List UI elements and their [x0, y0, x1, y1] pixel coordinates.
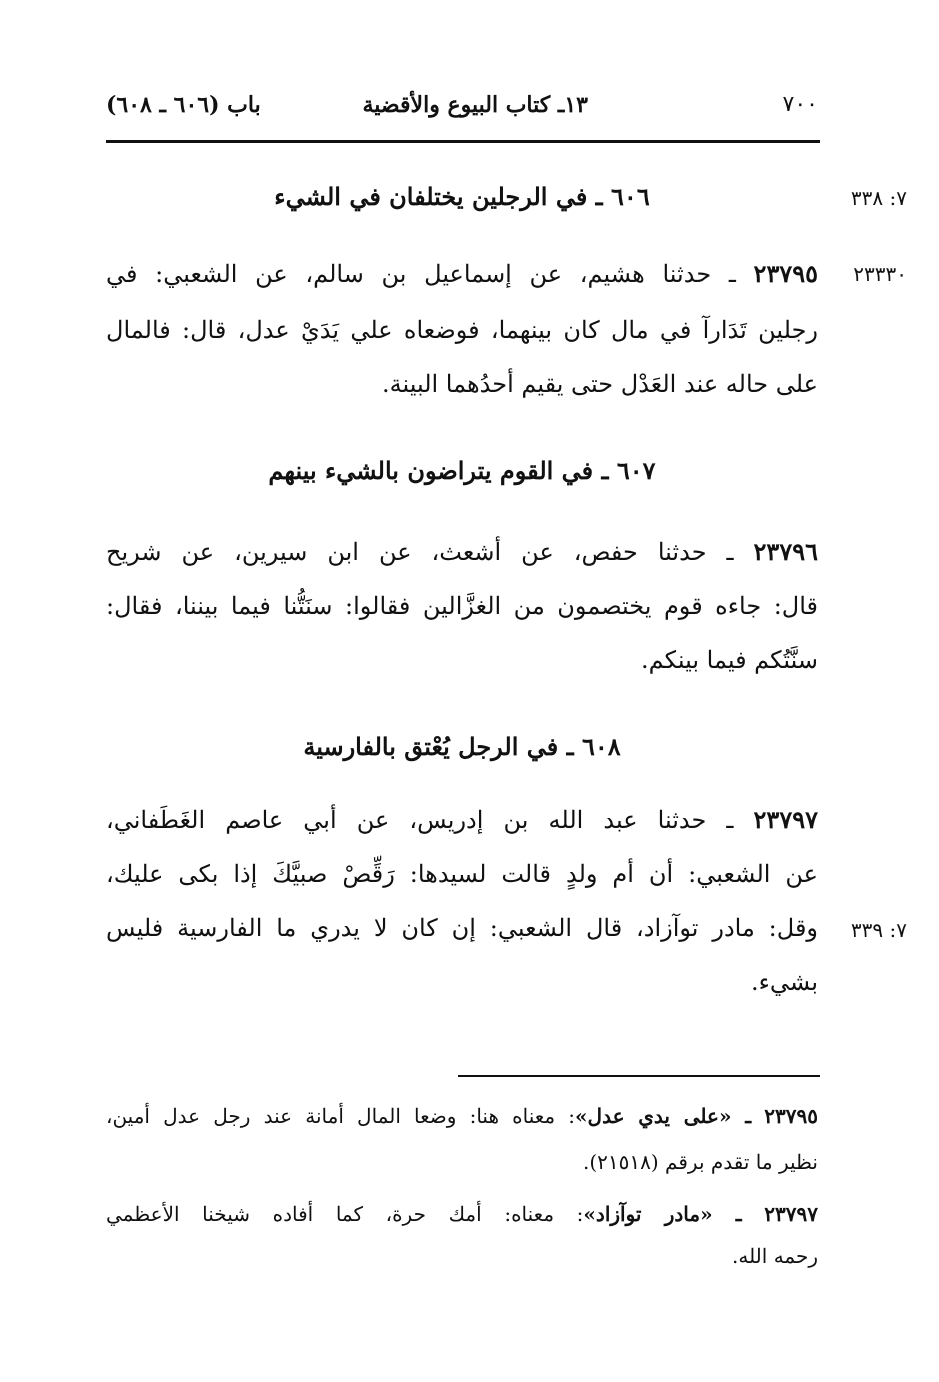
footnote-number: ٢٣٧٩٧: [764, 1202, 819, 1226]
text-line: [106, 805, 818, 834]
footnote-lemma: ـ «على يدي عدل»: [575, 1104, 752, 1128]
footnote-rule: [458, 1075, 820, 1077]
hadith-number: ٢٣٧٩٥: [753, 259, 818, 288]
section-heading: ٦٠٦ ـ في الرجلين يختلفان في الشيء: [274, 182, 650, 211]
footnote-line: [106, 1204, 818, 1224]
text-line: رجلين تَدَارآ في مال كان بينهما، فوضعاه علي يَدَيْ عدل، قال: فالمال: [106, 316, 818, 344]
book-title: ١٣ـ كتاب البيوع والأقضية: [362, 92, 588, 118]
text-line: [106, 259, 818, 288]
text-line-content: ـ حدثنا حفص، عن أشعث، عن ابن سيرين، عن شريح: [106, 538, 734, 566]
margin-ref-volume-page: ٧: ٣٣٨: [850, 186, 907, 210]
footnote-lemma: ـ «مادر توآزاد»: [583, 1202, 742, 1226]
margin-ref-volume-page: ٧: ٣٣٩: [850, 918, 907, 942]
text-line: عن الشعبي: أن أم ولدٍ قالت لسيدها: رَقِّصْ صبيَّكَ إذا بكى عليك،: [106, 860, 818, 888]
section-heading: ٦٠٨ ـ في الرجل يُعْتق بالفارسية: [303, 732, 621, 761]
chapter-range: باب (٦٠٦ ـ ٦٠٨): [106, 92, 261, 118]
footnote-text: : معناه هنا: وضعا المال أمانة عند رجل عدل أمين،: [106, 1104, 576, 1128]
header-rule: [106, 140, 820, 143]
margin-ref-hadith-number: ٢٣٣٣٠: [853, 262, 907, 286]
text-line: على حاله عند العَدْل حتى يقيم أحدُهما البينة.: [381, 370, 818, 398]
hadith-number: ٢٣٧٩٦: [753, 537, 818, 566]
text-line-content: ـ حدثنا عبد الله بن إدريس، عن أبي عاصم الغَطَفاني،: [106, 806, 734, 834]
section-heading: ٦٠٧ ـ في القوم يتراضون بالشيء بينهم: [268, 456, 656, 485]
text-line: [106, 537, 818, 566]
footnote-line: رحمه الله.: [731, 1244, 818, 1268]
text-line: بشيء.: [750, 968, 818, 996]
footnote-text: : معناه: أمك حرة، كما أفاده شيخنا الأعظمي: [106, 1202, 584, 1226]
footnote-line: [106, 1106, 818, 1126]
text-line-content: ـ حدثنا هشيم، عن إسماعيل بن سالم، عن الشعبي: في: [106, 260, 736, 288]
page-number: ٧٠٠: [782, 92, 818, 117]
text-line: قال: جاءه قوم يختصمون من الغزَّالين فقالوا: سنَتُّنا فيما بيننا، فقال:: [106, 592, 818, 620]
footnote-line: نظير ما تقدم برقم (٢١٥١٨).: [582, 1150, 818, 1174]
text-line: وقل: مادر توآزاد، قال الشعبي: إن كان لا يدري ما الفارسية فليس: [106, 914, 819, 942]
running-header: [106, 92, 818, 132]
text-line: سنَّتُكم فيما بينكم.: [641, 646, 818, 674]
hadith-number: ٢٣٧٩٧: [753, 805, 818, 834]
footnote-number: ٢٣٧٩٥: [764, 1104, 819, 1128]
